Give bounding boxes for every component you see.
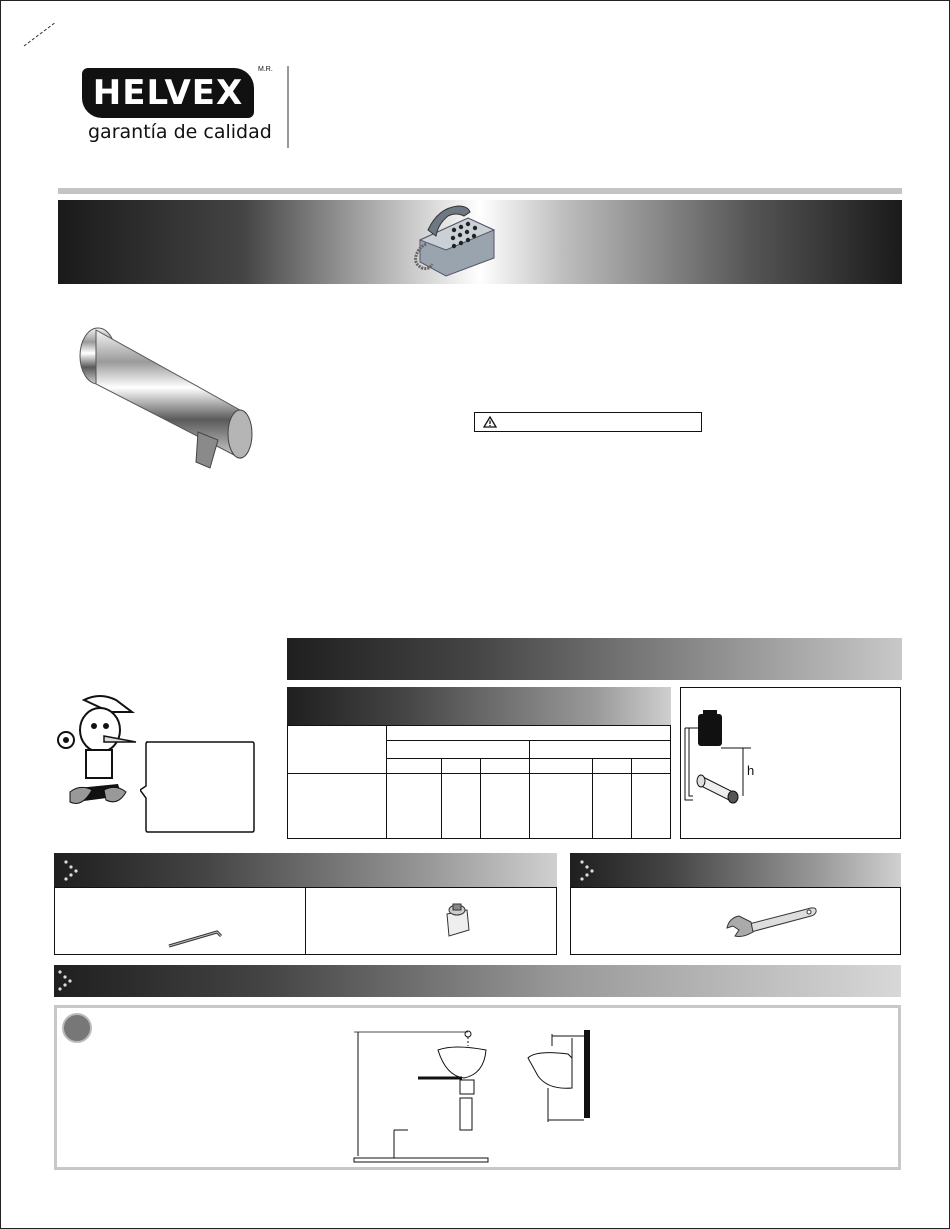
step-number-circle <box>62 1013 92 1043</box>
brand-name: HELVEX <box>92 73 244 113</box>
specifications-header-bar <box>287 638 902 680</box>
sink-side-diagram <box>524 1028 604 1124</box>
valve-height-diagram <box>681 688 900 838</box>
tools-included-box <box>54 887 557 955</box>
hex-key-icon <box>167 924 225 950</box>
spec-table-header-bar <box>287 687 671 725</box>
tools-required-box <box>570 887 901 955</box>
spec-table <box>287 725 671 839</box>
installation-bar <box>54 965 901 997</box>
top-rule <box>58 188 902 194</box>
brand-tagline: garantía de calidad <box>88 121 272 143</box>
warning-box <box>474 412 702 432</box>
header-divider <box>287 66 289 148</box>
tools-included-bar <box>54 853 557 887</box>
plumber-mascot-image <box>56 692 138 812</box>
arrow-bullet-icon <box>64 859 78 881</box>
arrow-bullet-icon <box>58 969 72 991</box>
trademark-mark: M.R. <box>258 66 273 73</box>
brand-logo <box>82 68 254 118</box>
cut-mark <box>22 20 58 48</box>
nut-adapter-icon <box>443 900 473 940</box>
telephone-icon <box>398 200 500 278</box>
speech-bubble <box>140 740 256 834</box>
faucet-product-image <box>68 322 264 470</box>
arrow-bullet-icon <box>580 859 594 881</box>
tools-required-bar <box>570 853 901 887</box>
adjustable-wrench-icon <box>723 902 819 940</box>
warning-triangle-icon <box>483 416 497 428</box>
height-label: h <box>747 763 755 778</box>
sink-front-diagram <box>350 1026 492 1168</box>
height-diagram-box <box>680 687 901 839</box>
